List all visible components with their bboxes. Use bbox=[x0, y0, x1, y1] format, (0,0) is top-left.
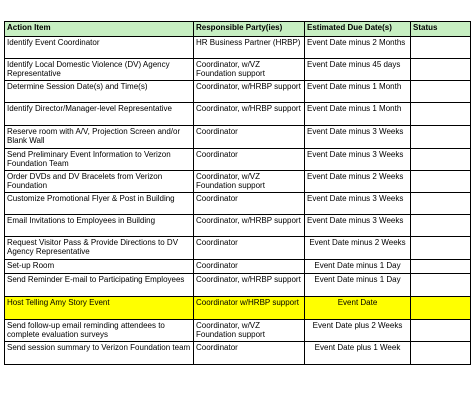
due-date-cell[interactable]: Event Date minus 3 Weeks bbox=[305, 149, 411, 171]
due-date-cell[interactable]: Event Date minus 1 Day bbox=[305, 274, 411, 297]
status-cell[interactable] bbox=[411, 320, 471, 342]
due-date-cell[interactable]: Event Date minus 3 Weeks bbox=[305, 126, 411, 149]
header-due-date[interactable]: Estimated Due Date(s) bbox=[305, 22, 411, 37]
header-row bbox=[5, 22, 471, 37]
header-status[interactable]: Status bbox=[411, 22, 471, 37]
table-row bbox=[5, 274, 471, 297]
action-item-cell[interactable]: Send session summary to Verizon Foundation team bbox=[5, 342, 194, 365]
table-row bbox=[5, 215, 471, 237]
table-row bbox=[5, 37, 471, 59]
action-item-cell[interactable]: Identify Local Domestic Violence (DV) Agency Representative bbox=[5, 59, 194, 81]
status-cell[interactable] bbox=[411, 81, 471, 103]
status-cell[interactable] bbox=[411, 59, 471, 81]
action-item-cell[interactable]: Host Telling Amy Story Event bbox=[5, 297, 194, 320]
action-item-cell[interactable]: Identify Event Coordinator bbox=[5, 37, 194, 59]
status-cell[interactable] bbox=[411, 215, 471, 237]
header-responsible-party[interactable]: Responsible Party(ies) bbox=[194, 22, 305, 37]
due-date-cell[interactable]: Event Date minus 1 Month bbox=[305, 81, 411, 103]
due-date-cell[interactable]: Event Date minus 1 Month bbox=[305, 103, 411, 126]
status-cell[interactable] bbox=[411, 237, 471, 260]
table-row bbox=[5, 149, 471, 171]
responsible-party-cell[interactable]: Coordinator bbox=[194, 342, 305, 365]
status-cell[interactable] bbox=[411, 342, 471, 365]
action-item-cell[interactable]: Request Visitor Pass & Provide Directions to DV Agency Representative bbox=[5, 237, 194, 260]
responsible-party-cell[interactable]: HR Business Partner (HRBP) bbox=[194, 37, 305, 59]
table-row bbox=[5, 103, 471, 126]
table-row bbox=[5, 171, 471, 193]
action-plan-table bbox=[4, 21, 471, 365]
action-item-cell[interactable]: Email Invitations to Employees in Building bbox=[5, 215, 194, 237]
due-date-cell[interactable]: Event Date minus 45 days bbox=[305, 59, 411, 81]
table-row bbox=[5, 260, 471, 274]
table-row bbox=[5, 126, 471, 149]
table-row bbox=[5, 81, 471, 103]
due-date-cell[interactable]: Event Date minus 1 Day bbox=[305, 260, 411, 274]
responsible-party-cell[interactable]: Coordinator w/HRBP support bbox=[194, 297, 305, 320]
status-cell[interactable] bbox=[411, 274, 471, 297]
responsible-party-cell[interactable]: Coordinator, w/HRBP support bbox=[194, 81, 305, 103]
action-item-cell[interactable]: Determine Session Date(s) and Time(s) bbox=[5, 81, 194, 103]
responsible-party-cell[interactable]: Coordinator, w/HRBP support bbox=[194, 103, 305, 126]
status-cell[interactable] bbox=[411, 193, 471, 215]
action-item-cell[interactable]: Set-up Room bbox=[5, 260, 194, 274]
due-date-cell[interactable]: Event Date minus 2 Weeks bbox=[305, 171, 411, 193]
responsible-party-cell[interactable]: Coordinator, w/VZ Foundation support bbox=[194, 171, 305, 193]
action-item-cell[interactable]: Send Preliminary Event Information to Verizon Foundation Team bbox=[5, 149, 194, 171]
status-cell[interactable] bbox=[411, 260, 471, 274]
table-row bbox=[5, 320, 471, 342]
status-cell[interactable] bbox=[411, 171, 471, 193]
action-item-cell[interactable]: Identify Director/Manager-level Representative bbox=[5, 103, 194, 126]
due-date-cell[interactable]: Event Date plus 2 Weeks bbox=[305, 320, 411, 342]
status-cell[interactable] bbox=[411, 103, 471, 126]
action-item-cell[interactable]: Send follow-up email reminding attendees to complete evaluation surveys bbox=[5, 320, 194, 342]
table-row bbox=[5, 297, 471, 320]
table-row bbox=[5, 237, 471, 260]
responsible-party-cell[interactable]: Coordinator bbox=[194, 260, 305, 274]
header-action-item[interactable]: Action Item bbox=[5, 22, 194, 37]
action-item-cell[interactable]: Customize Promotional Flyer & Post in Building bbox=[5, 193, 194, 215]
due-date-cell[interactable]: Event Date minus 2 Months bbox=[305, 37, 411, 59]
responsible-party-cell[interactable]: Coordinator, w/VZ Foundation support bbox=[194, 320, 305, 342]
table-row bbox=[5, 342, 471, 365]
responsible-party-cell[interactable]: Coordinator, w/HRBP support bbox=[194, 215, 305, 237]
due-date-cell[interactable]: Event Date minus 3 Weeks bbox=[305, 193, 411, 215]
action-item-cell[interactable]: Order DVDs and DV Bracelets from Verizon Foundation bbox=[5, 171, 194, 193]
status-cell[interactable] bbox=[411, 149, 471, 171]
responsible-party-cell[interactable]: Coordinator bbox=[194, 193, 305, 215]
due-date-cell[interactable]: Event Date plus 1 Week bbox=[305, 342, 411, 365]
table-row bbox=[5, 193, 471, 215]
responsible-party-cell[interactable]: Coordinator bbox=[194, 126, 305, 149]
action-plan-sheet bbox=[4, 21, 471, 365]
action-item-cell[interactable]: Send Reminder E-mail to Participating Employees bbox=[5, 274, 194, 297]
due-date-cell[interactable]: Event Date minus 3 Weeks bbox=[305, 215, 411, 237]
table-row bbox=[5, 59, 471, 81]
action-item-cell[interactable]: Reserve room with A/V, Projection Screen and/or Blank Wall bbox=[5, 126, 194, 149]
responsible-party-cell[interactable]: Coordinator bbox=[194, 149, 305, 171]
status-cell[interactable] bbox=[411, 37, 471, 59]
status-cell[interactable] bbox=[411, 126, 471, 149]
status-cell[interactable] bbox=[411, 297, 471, 320]
due-date-cell[interactable]: Event Date bbox=[305, 297, 411, 320]
responsible-party-cell[interactable]: Coordinator, w/VZ Foundation support bbox=[194, 59, 305, 81]
responsible-party-cell[interactable]: Coordinator, w/HRBP support bbox=[194, 274, 305, 297]
due-date-cell[interactable]: Event Date minus 2 Weeks bbox=[305, 237, 411, 260]
responsible-party-cell[interactable]: Coordinator bbox=[194, 237, 305, 260]
